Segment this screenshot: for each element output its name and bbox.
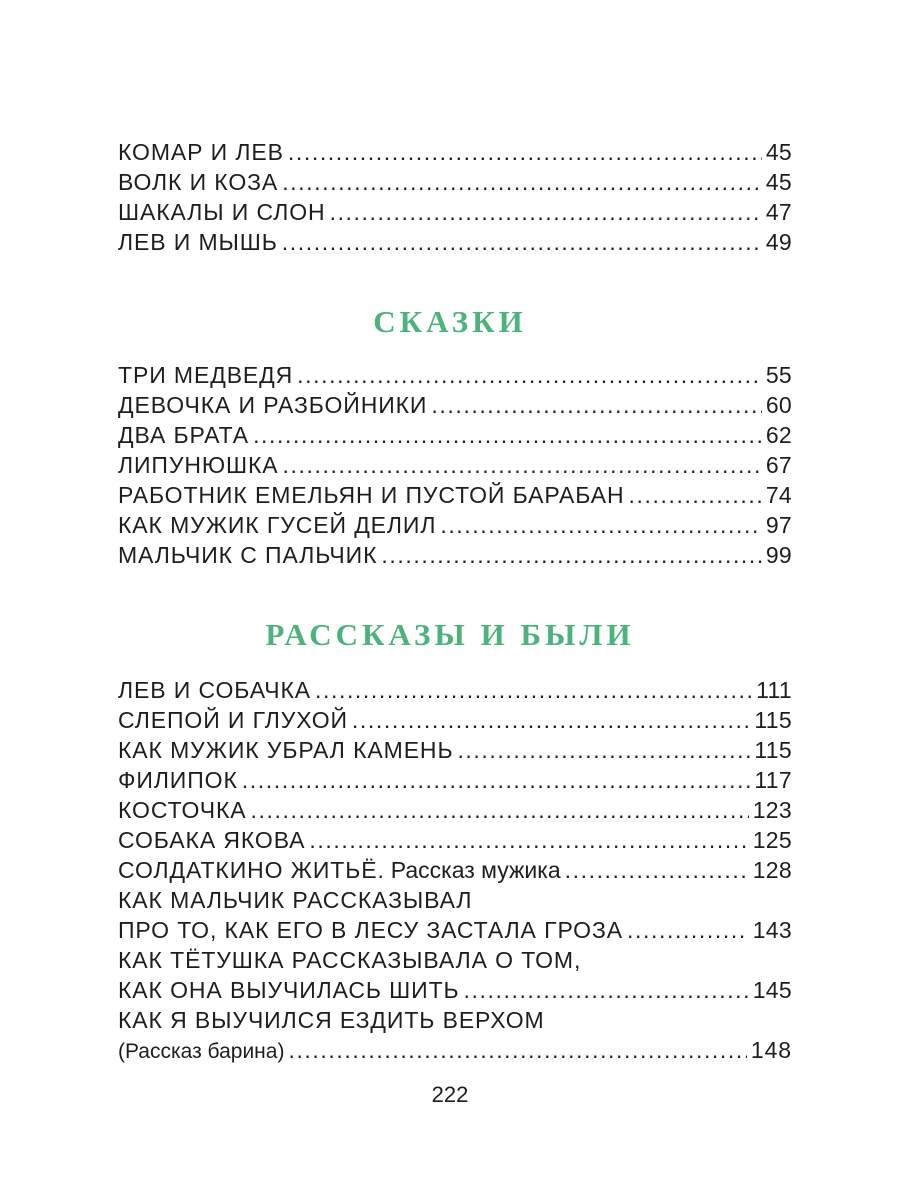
dot-leader xyxy=(282,229,762,256)
toc-entry-multiline[interactable] xyxy=(118,887,792,947)
dot-leader xyxy=(242,767,751,794)
toc-entry-page: 111 xyxy=(756,677,792,703)
toc-entry-title: ЛЕВ И СОБАЧКА xyxy=(118,677,311,703)
toc-entry[interactable] xyxy=(118,797,792,827)
dot-leader xyxy=(457,737,750,764)
dot-leader xyxy=(288,139,762,166)
toc-entry[interactable] xyxy=(118,857,792,887)
dot-leader xyxy=(431,392,761,419)
toc-entry-page: 117 xyxy=(754,767,792,793)
dot-leader xyxy=(627,917,749,944)
toc-entry-page: 145 xyxy=(752,977,792,1003)
toc-entry[interactable] xyxy=(118,139,792,169)
toc-entry-last-line xyxy=(118,977,792,1007)
toc-entry-page: 55 xyxy=(765,362,792,388)
toc-entry-title: КОСТОЧКА xyxy=(118,797,247,823)
toc-entry-title: ФИЛИПОК xyxy=(118,767,238,793)
toc-entry[interactable] xyxy=(118,422,792,452)
toc-entry-title: ДВА БРАТА xyxy=(118,422,250,448)
toc-entry-page: 123 xyxy=(752,797,792,823)
toc-entry-title xyxy=(118,857,561,884)
toc-group-skazki xyxy=(118,362,792,572)
dot-leader xyxy=(251,797,749,824)
toc-entry-title: ВОЛК И КОЗА xyxy=(118,169,279,195)
toc-entry-page: 115 xyxy=(754,737,792,763)
toc-entry-title-line1: КАК МАЛЬЧИК РАССКАЗЫВАЛ xyxy=(118,887,473,913)
dot-leader xyxy=(288,1037,746,1064)
toc-entry-multiline[interactable] xyxy=(118,1007,792,1063)
toc-entry[interactable] xyxy=(118,229,792,259)
toc-entry[interactable] xyxy=(118,542,792,572)
toc-entry[interactable] xyxy=(118,362,792,392)
toc-entry[interactable] xyxy=(118,482,792,512)
toc-entry[interactable] xyxy=(118,767,792,797)
toc-entry-title: ТРИ МЕДВЕДЯ xyxy=(118,362,294,388)
toc-entry-title: РАБОТНИК ЕМЕЛЬЯН И ПУСТОЙ БАРАБАН xyxy=(118,482,625,508)
toc-entry-page: 67 xyxy=(765,452,792,478)
toc-entry-title: КАК МУЖИК ГУСЕЙ ДЕЛИЛ xyxy=(118,512,437,538)
toc-entry-page: 97 xyxy=(765,512,792,538)
dot-leader xyxy=(565,857,749,884)
toc-entry-page: 99 xyxy=(765,542,792,568)
toc-entry-title: СОБАКА ЯКОВА xyxy=(118,827,306,853)
toc-entry-page: 74 xyxy=(765,482,792,508)
toc-entry-title-line2: КАК ОНА ВЫУЧИЛАСЬ ШИТЬ xyxy=(118,977,460,1003)
dot-leader xyxy=(330,199,762,226)
dot-leader xyxy=(283,452,762,479)
toc-entry[interactable] xyxy=(118,452,792,482)
toc-entry-page: 128 xyxy=(752,857,792,883)
toc-entry-title: ШАКАЛЫ И СЛОН xyxy=(118,199,326,225)
dot-leader xyxy=(629,482,762,509)
toc-entry-page: 60 xyxy=(765,392,792,418)
toc-entry[interactable] xyxy=(118,392,792,422)
toc-entry-subtitle: Рассказ мужика xyxy=(390,857,561,883)
toc-entry-title-line1: КАК ТЁТУШКА РАССКАЗЫВАЛА О ТОМ, xyxy=(118,947,582,973)
toc-entry[interactable] xyxy=(118,737,792,767)
toc-entry-last-line xyxy=(118,1037,792,1063)
section-heading-rasskazy: РАССКАЗЫ И БЫЛИ xyxy=(265,617,635,652)
dot-leader xyxy=(352,707,751,734)
toc-group-fables xyxy=(118,139,792,259)
dot-leader xyxy=(282,169,762,196)
page-number: 222 xyxy=(431,1082,469,1107)
toc-entry-page: 45 xyxy=(765,139,792,165)
toc-entry-page: 143 xyxy=(752,917,792,943)
toc-entry-last-line xyxy=(118,917,792,947)
toc-entry-title: КОМАР И ЛЕВ xyxy=(118,139,284,165)
toc-entry-page: 115 xyxy=(754,707,792,733)
toc-entry-title: МАЛЬЧИК С ПАЛЬЧИК xyxy=(118,542,378,568)
dot-leader xyxy=(253,422,762,449)
dot-leader xyxy=(381,542,761,569)
toc-entry-multiline[interactable] xyxy=(118,947,792,1007)
toc-entry-title: ДЕВОЧКА И РАЗБОЙНИКИ xyxy=(118,392,428,418)
toc-entry-page: 47 xyxy=(765,199,792,225)
toc-entry-page: 148 xyxy=(750,1037,792,1063)
toc-entry-title: ЛИПУНЮШКА xyxy=(118,452,279,478)
toc-entry[interactable] xyxy=(118,827,792,857)
section-heading-skazki: СКАЗКИ xyxy=(373,304,527,339)
dot-leader xyxy=(440,512,761,539)
toc-entry[interactable] xyxy=(118,677,792,707)
dot-leader xyxy=(297,362,762,389)
dot-leader xyxy=(315,677,752,704)
toc-entry-title: ЛЕВ И МЫШЬ xyxy=(118,229,278,255)
toc-entry-title-main: СОЛДАТКИНО ЖИТЬЁ. xyxy=(118,857,385,883)
toc-entry[interactable] xyxy=(118,199,792,229)
toc-entry-page: 45 xyxy=(765,169,792,195)
toc-entry-title-line2: ПРО ТО, КАК ЕГО В ЛЕСУ ЗАСТАЛА ГРОЗА xyxy=(118,917,624,943)
toc-group-rasskazy xyxy=(118,677,792,1063)
toc-entry-title-line2: (Рассказ барина) xyxy=(118,1040,285,1063)
dot-leader xyxy=(464,977,749,1004)
toc-entry[interactable] xyxy=(118,512,792,542)
toc-entry-page: 62 xyxy=(765,422,792,448)
toc-entry[interactable] xyxy=(118,707,792,737)
toc-entry-page: 125 xyxy=(752,827,792,853)
dot-leader xyxy=(309,827,748,854)
toc-entry-page: 49 xyxy=(765,229,792,255)
toc-entry-title: КАК МУЖИК УБРАЛ КАМЕНЬ xyxy=(118,737,454,763)
toc-entry-title: СЛЕПОЙ И ГЛУХОЙ xyxy=(118,707,348,733)
toc-entry-title-line1: КАК Я ВЫУЧИЛСЯ ЕЗДИТЬ ВЕРХОМ xyxy=(118,1007,545,1033)
toc-entry[interactable] xyxy=(118,169,792,199)
